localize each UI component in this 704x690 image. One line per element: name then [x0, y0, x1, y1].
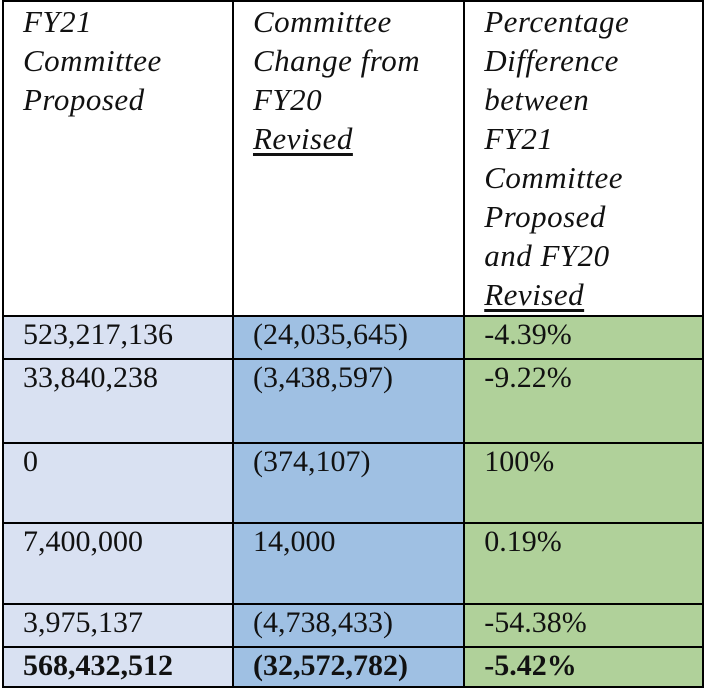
cell-proposed: 7,400,000	[3, 523, 233, 604]
header-percentage-difference	[464, 1, 703, 316]
total-proposed: 568,432,512	[3, 647, 233, 687]
cell-pct: 0.19%	[464, 523, 703, 604]
header-row	[3, 1, 703, 316]
cell-proposed: 3,975,137	[3, 604, 233, 647]
total-pct: -5.42%	[464, 647, 703, 687]
cell-change: (3,438,597)	[233, 359, 464, 443]
table-row	[3, 523, 703, 604]
cell-pct: -4.39%	[464, 316, 703, 359]
header-text: Proposed	[484, 199, 606, 234]
cell-proposed: 0	[3, 443, 233, 523]
cell-pct: -54.38%	[464, 604, 703, 647]
budget-table	[2, 0, 704, 688]
cell-proposed: 33,840,238	[3, 359, 233, 443]
table-row	[3, 359, 703, 443]
header-text: Difference	[484, 43, 619, 78]
cell-pct: 100%	[464, 443, 703, 523]
header-text: Committee	[23, 43, 162, 78]
header-text: Committee	[252, 4, 392, 39]
header-fy21-proposed	[3, 1, 233, 316]
header-text: Proposed	[23, 82, 145, 117]
header-text: FY21	[484, 121, 554, 156]
header-text: Change from	[252, 43, 421, 78]
header-text: FY21	[23, 4, 93, 39]
header-text: between	[484, 82, 590, 117]
header-committee-change	[233, 1, 464, 316]
table-row	[3, 604, 703, 647]
cell-change: (24,035,645)	[233, 316, 464, 359]
cell-change: 14,000	[233, 523, 464, 604]
header-text-underlined: Revised	[252, 121, 353, 156]
cell-change: (374,107)	[233, 443, 464, 523]
header-text-underlined: Revised	[484, 277, 585, 312]
table-row	[3, 316, 703, 359]
total-change: (32,572,782)	[233, 647, 464, 687]
header-text: FY20	[252, 82, 323, 117]
cell-proposed: 523,217,136	[3, 316, 233, 359]
cell-pct: -9.22%	[464, 359, 703, 443]
cell-change: (4,738,433)	[233, 604, 464, 647]
header-text: and FY20	[484, 238, 610, 273]
header-text: Committee	[484, 160, 624, 195]
total-row	[3, 647, 703, 687]
header-text: Percentage	[484, 4, 630, 39]
table-row	[3, 443, 703, 523]
